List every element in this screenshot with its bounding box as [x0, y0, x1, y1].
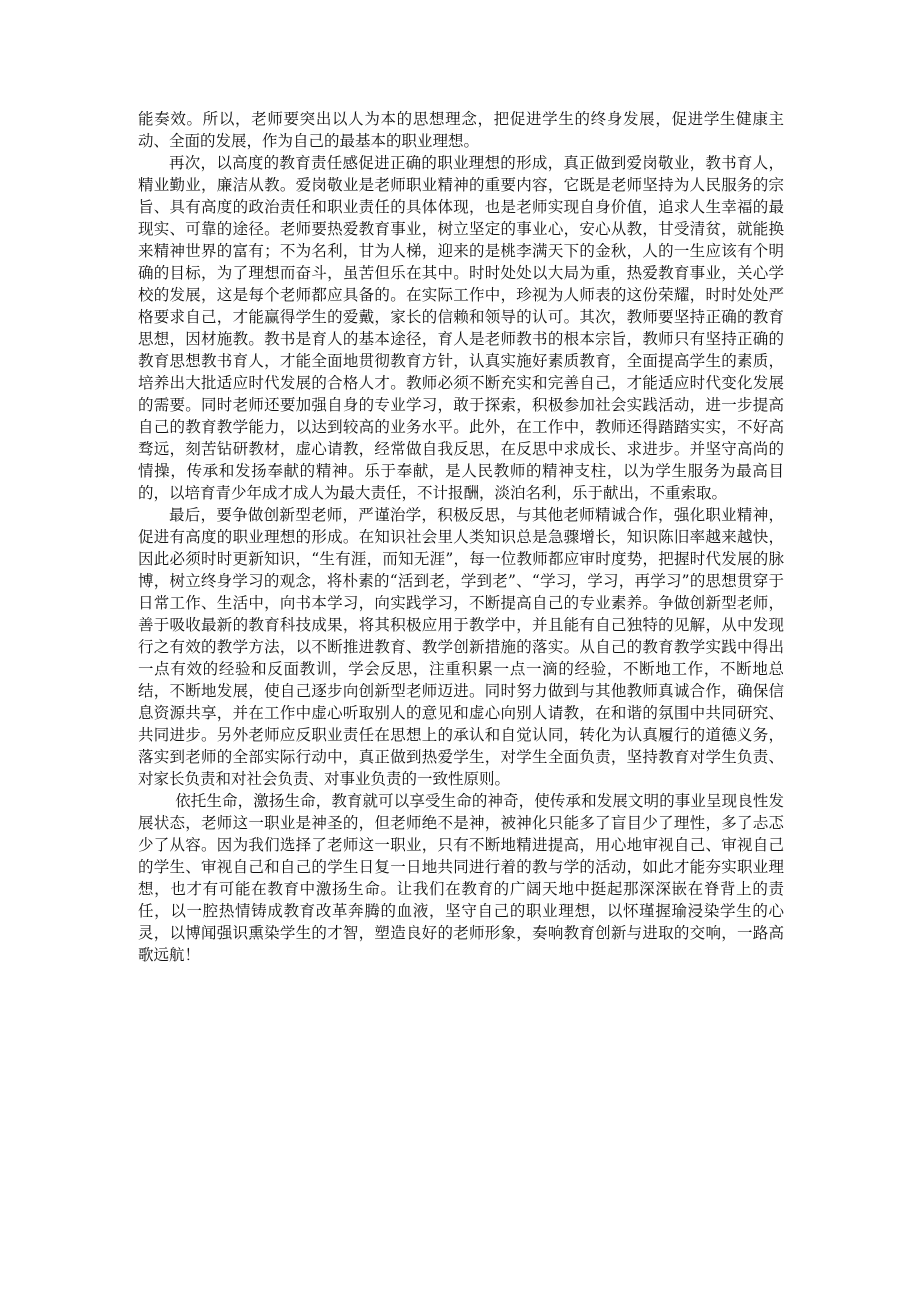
paragraph-4: 依托生命，激扬生命，教育就可以享受生命的神奇，使传承和发展文明的事业呈现良性发展状态，老师这一职业是神圣的，但老师绝不是神，被神化只能多了盲目少了理性，多了忐忑少了从容。因为我们选择了老师这一职业，只有不断地精进提高，用心地审视自己、审视自己的学生、审视自己和自己的学生日复一日地共同进行着的教与学的活动，如此才能夯实职业理想，也才有可能在教育中激扬生命。让我们在教育的广阔天地中挺起那深深嵌在脊背上的责任，以一腔热情铸成教育改革奔腾的血液，坚守自己的职业理想，以怀瑾握瑜浸染学生的心灵，以博闻强识熏染学生的才智，塑造良好的老师形象，奏响教育创新与进取的交响，一路高歌远航！	[138, 792, 784, 964]
document-body	[138, 108, 784, 966]
paragraph-3: 最后，要争做创新型老师，严谨治学，积极反思，与其他老师精诚合作，强化职业精神，促进有高度的职业理想的形成。在知识社会里人类知识总是急骤增长，知识陈旧率越来越快，因此必须时时更新知识，“生有涯，而知无涯”，每一位教师都应审时度势，把握时代发展的脉博，树立终身学习的观念，将朴素的“活到老，学到老”、“学习，学习，再学习”的思想贯穿于日常工作、生活中，向书本学习，向实践学习，不断提高自己的专业素养。争做创新型老师，善于吸收最新的教育科技成果，将其积极应用于教学中，并且能有自己独特的见解，从中发现行之有效的教学方法，以不断推进教育、教学创新措施的落实。从自己的教育教学实践中得出一点有效的经验和反面教训，学会反思，注重积累一点一滴的经验，不断地工作，不断地总结，不断地发展，使自己逐步向创新型老师迈进。同时努力做到与其他教师真诚合作，确保信息资源共享，并在工作中虚心听取别人的意见和虚心向别人请教，在和谐的氛围中共同研究、共同进步。另外老师应反职业责任在思想上的承认和自觉认同，转化为认真履行的道德义务，落实到老师的全部实际行动中，真正做到热爱学生，对学生全面负责，坚持教育对学生负责、对家长负责和对社会负责、对事业负责的一致性原则。	[138, 506, 784, 788]
paragraph-1: 能奏效。所以，老师要突出以人为本的思想理念，把促进学生的终身发展，促进学生健康主动、全面的发展，作为自己的最基本的职业理想。	[138, 110, 784, 150]
paragraph-2: 再次，以高度的教育责任感促进正确的职业理想的形成，真正做到爱岗敬业，教书育人，精业勤业，廉洁从教。爱岗敬业是老师职业精神的重要内容，它既是老师坚持为人民服务的宗旨、具有高度的政治责任和职业责任的具体体现，也是老师实现自身价值，追求人生幸福的最现实、可靠的途径。老师要热爱教育事业，树立坚定的事业心，安心从教，甘受清贫，就能换来精神世界的富有；不为名利，甘为人梯，迎来的是桃李满天下的金秋，人的一生应该有个明确的目标，为了理想而奋斗，虽苦但乐在其中。时时处处以大局为重，热爱教育事业，关心学校的发展，这是每个老师都应具备的。在实际工作中，珍视为人师表的这份荣耀，时时处处严格要求自己，才能赢得学生的爱戴，家长的信赖和领导的认可。其次，教师要坚持正确的教育思想，因材施教。教书是育人的基本途径，育人是老师教书的根本宗旨，教师只有坚持正确的教育思想教书育人，才能全面地贯彻教育方针，认真实施好素质教育，全面提高学生的素质，培养出大批适应时代发展的合格人才。教师必须不断充实和完善自己，才能适应时代变化发展的需要。同时老师还要加强自身的专业学习，敢于探索，积极参加社会实践活动，进一步提高自己的教育教学能力，以达到较高的业务水平。此外，在工作中，教师还得踏踏实实，不好高骛远，刻苦钻研教材，虚心请教，经常做自我反思，在反思中求成长、求进步。并坚守高尚的情操，传承和发扬奉献的精神。乐于奉献，是人民教师的精神支柱，以为学生服务为最高目的，以培育青少年成才成人为最大责任，不计报酬，淡泊名利，乐于献出，不重索取。	[138, 154, 784, 502]
